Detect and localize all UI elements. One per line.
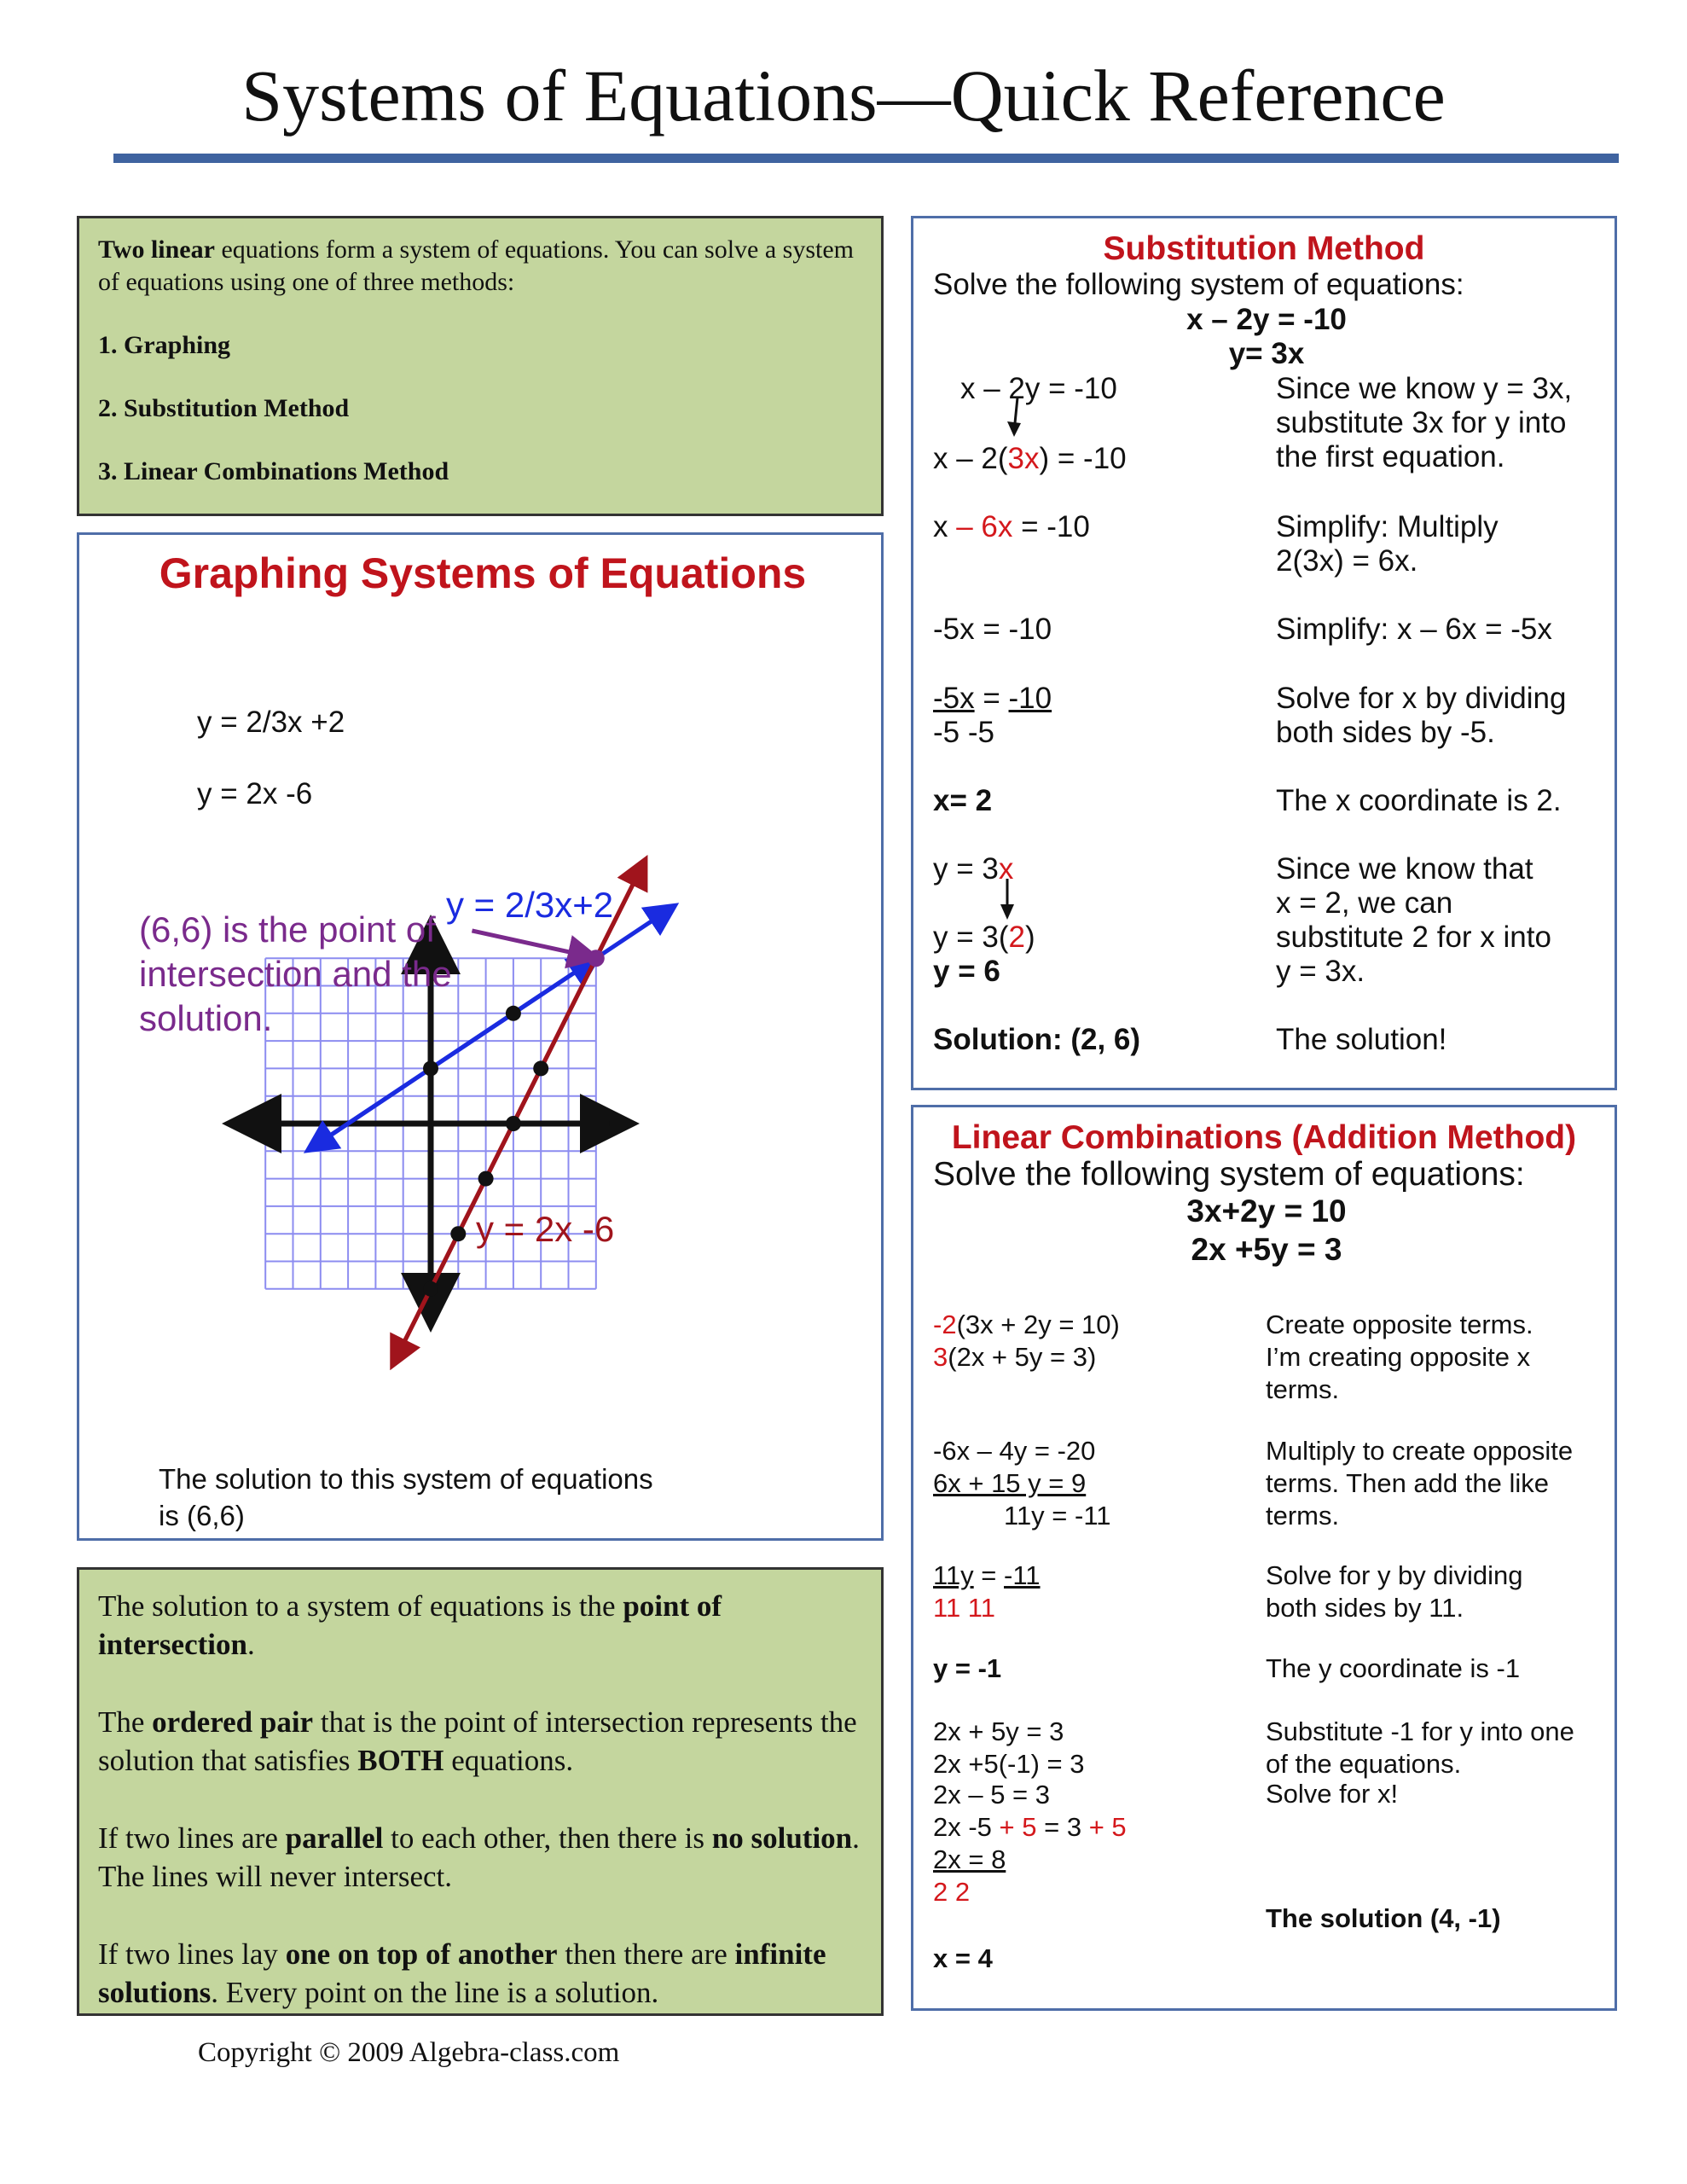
lc-step-7: x = 4 <box>933 1943 993 1973</box>
lincomb-system-eq1: 3x+2y = 10 <box>1186 1194 1347 1228</box>
intersection-annotation <box>139 908 452 1041</box>
data-point <box>506 1006 521 1021</box>
explain-5: Solve for x by dividing both sides by -5. <box>1276 682 1567 749</box>
fact-point-of-intersection: The solution to a system of equations is the point of intersection. <box>98 1589 722 1661</box>
copyright-footer: Copyright © 2009 Algebra-class.com <box>198 2037 620 2068</box>
explain-10: The solution! <box>1276 1023 1447 1056</box>
annotation-arrow <box>472 931 584 956</box>
step-7: y = 3x <box>933 852 1014 886</box>
step-8: y = 3(2) <box>933 921 1035 954</box>
lincomb-system-eq2: 2x +5y = 3 <box>1191 1232 1342 1267</box>
lc-explain-6: Solve for x! <box>1266 1779 1399 1809</box>
lc-explain-2: Multiply to create opposite terms. Then add the like terms. <box>1266 1436 1574 1531</box>
lc-explain-7: The solution (4, -1) <box>1266 1903 1501 1933</box>
annotation-line-2: intersection and the <box>139 954 452 994</box>
graphing-box <box>77 532 884 1541</box>
annotation-line-1: (6,6) is the point of <box>139 909 436 950</box>
substitution-system-eq2: y= 3x <box>1228 337 1305 370</box>
title-rule <box>113 154 1619 163</box>
step-5: -5x = -10 <box>933 682 1052 715</box>
substitution-intro: Solve the following system of equations: <box>933 268 1464 301</box>
equation-1: y = 2/3x +2 <box>197 706 345 739</box>
graph-caption <box>159 1461 653 1534</box>
line-2-label: y = 2x -6 <box>476 1209 615 1249</box>
linear-combinations-heading: Linear Combinations (Addition Method) <box>951 1119 1577 1156</box>
equation-2: y = 2x -6 <box>197 777 313 810</box>
step-6: x= 2 <box>933 784 993 817</box>
method-item-graphing: 1. Graphing <box>98 331 231 359</box>
explain-3: Simplify: Multiply 2(3x) = 6x. <box>1276 510 1499 578</box>
lc-explain-1: Create opposite terms. I’m creating opposite x terms. <box>1266 1310 1533 1404</box>
annotation-line-3: solution. <box>139 998 273 1038</box>
data-point <box>423 1060 438 1076</box>
explain-7: Since we know that x = 2, we can substitute 2 for x into y = 3x. <box>1276 852 1551 988</box>
substitution-system-eq1: x – 2y = -10 <box>1186 303 1347 336</box>
data-point <box>506 1116 521 1131</box>
data-point <box>423 1281 438 1297</box>
arrow-down-icon <box>1007 389 1033 440</box>
lc-explain-4: The y coordinate is -1 <box>1266 1653 1521 1683</box>
intro-box <box>77 216 884 516</box>
step-1: x – 2y = -10 <box>960 372 1117 405</box>
arrow-down-icon <box>997 874 1023 925</box>
lc-step-5: 2x + 5y = 3 2x +5(-1) = 3 <box>933 1716 1085 1779</box>
step-4: -5x = -10 <box>933 613 1052 646</box>
intro-body: equations form a system of equations. You can solve a system of equations using one of three methods: <box>98 235 854 296</box>
intro-bold: Two linear <box>98 235 215 264</box>
lc-step-2: -6x – 4y = -20 6x + 15 y = 9 11y = -11 <box>933 1436 1111 1531</box>
step-10: Solution: (2, 6) <box>933 1023 1141 1056</box>
linear-combinations-box <box>911 1105 1617 2011</box>
intersection-point <box>588 950 605 967</box>
explain-6: The x coordinate is 2. <box>1276 784 1562 817</box>
lc-explain-3: Solve for y by dividing both sides by 11. <box>1266 1560 1523 1623</box>
method-item-substitution: 2. Substitution Method <box>98 394 350 422</box>
method-item-linear-combinations: 3. Linear Combinations Method <box>98 457 449 485</box>
fact-ordered-pair: The ordered pair that is the point of intersection represents the solution that satisfies BOTH equations. <box>98 1705 857 1777</box>
substitution-box <box>911 216 1617 1090</box>
lc-step-4: y = -1 <box>933 1653 1002 1683</box>
page-title: Systems of Equations—Quick Reference <box>241 55 1446 136</box>
graphing-heading: Graphing Systems of Equations <box>159 549 807 597</box>
step-3: x – 6x = -10 <box>933 510 1090 543</box>
step-9: y = 6 <box>933 955 1000 988</box>
line-1-label: y = 2/3x+2 <box>446 885 614 925</box>
caption-line-2: is (6,6) <box>159 1500 245 1531</box>
lc-step-1: -2(3x + 2y = 10) 3(2x + 5y = 3) <box>933 1310 1120 1372</box>
explain-1: Since we know y = 3x, substitute 3x for y into the first equation. <box>1276 372 1573 473</box>
explain-4: Simplify: x – 6x = -5x <box>1276 613 1552 646</box>
substitution-heading: Substitution Method <box>1103 230 1425 267</box>
data-point <box>533 1060 548 1076</box>
data-point <box>450 1226 466 1241</box>
lc-explain-5: Substitute -1 for y into one of the equations. <box>1266 1716 1574 1779</box>
data-point <box>478 1171 494 1187</box>
lc-step-3: 11y = -11 11 11 <box>933 1560 1041 1623</box>
caption-line-1: The solution to this system of equations <box>159 1463 653 1495</box>
facts-box <box>77 1567 884 2016</box>
linear-combinations-intro: Solve the following system of equations: <box>933 1156 1525 1193</box>
lc-step-6: 2x – 5 = 3 2x -5 + 5 = 3 + 5 2x = 8 2 2 <box>933 1780 1127 1907</box>
step-2: x – 2(3x) = -10 <box>933 442 1127 475</box>
intro-text <box>98 234 862 299</box>
fact-parallel: If two lines are parallel to each other, then there is no solution. The lines will never intersect. <box>98 1821 860 1893</box>
step-5-denominator: -5 -5 <box>933 716 994 749</box>
fact-infinite: If two lines lay one on top of another then there are infinite solutions. Every point on the line is a solution. <box>98 1937 826 2009</box>
